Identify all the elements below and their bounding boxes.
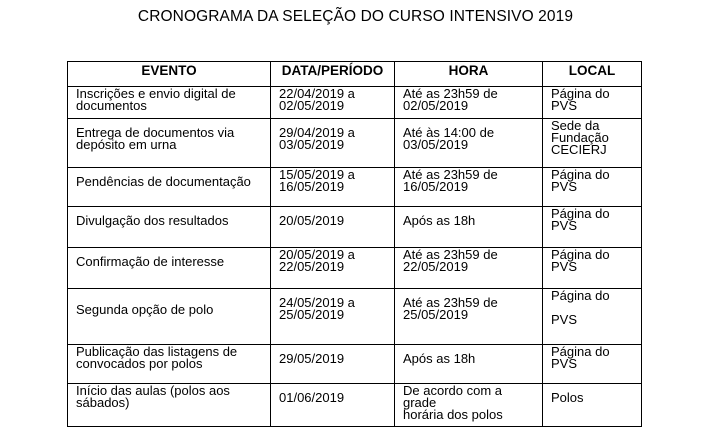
table-row [68,248,642,289]
evento-cell: Divulgação dos resultados [68,207,271,248]
header-local: LOCAL [543,62,642,87]
data-cell: 01/06/2019 [271,384,395,427]
data-cell: 29/04/2019 a 03/05/2019 [271,119,395,168]
evento-cell: Publicação das listagens de convocados por polos [68,345,271,384]
table-row [68,207,642,248]
local-cell: Página do PVS [543,207,642,248]
evento-cell: Inscrições e envio digital de documentos [68,87,271,119]
hora-cell: De acordo com a grade horária dos polos [395,384,543,427]
evento-cell: Pendências de documentação [68,168,271,207]
hora-cell: Até as 23h59 de 25/05/2019 [395,289,543,345]
header-data-periodo: DATA/PERÍODO [271,62,395,87]
data-cell: 20/05/2019 a 22/05/2019 [271,248,395,289]
table-row [68,168,642,207]
schedule-table [67,61,642,427]
header-hora: HORA [395,62,543,87]
local-cell: Sede da Fundação CECIERJ [543,119,642,168]
header-evento: EVENTO [68,62,271,87]
table-row [68,345,642,384]
table-row [68,119,642,168]
table-row [68,384,642,427]
data-cell: 20/05/2019 [271,207,395,248]
local-cell: Página do PVS [543,289,642,345]
local-cell: Polos [543,384,642,427]
hora-cell: Até as 23h59 de 16/05/2019 [395,168,543,207]
hora-cell: Até às 14:00 de 03/05/2019 [395,119,543,168]
evento-cell: Início das aulas (polos aos sábados) [68,384,271,427]
data-cell: 29/05/2019 [271,345,395,384]
local-cell: Página do PVS [543,168,642,207]
data-cell: 22/04/2019 a 02/05/2019 [271,87,395,119]
page-title: CRONOGRAMA DA SELEÇÃO DO CURSO INTENSIVO 2019 [137,8,574,25]
hora-cell: Após as 18h [395,345,543,384]
data-cell: 24/05/2019 a 25/05/2019 [271,289,395,345]
evento-cell: Entrega de documentos via depósito em urna [68,119,271,168]
hora-cell: Até as 23h59 de 22/05/2019 [395,248,543,289]
hora-cell: Após as 18h [395,207,543,248]
evento-cell: Segunda opção de polo [68,289,271,345]
local-cell: Página do PVS [543,345,642,384]
table-row [68,87,642,119]
evento-cell: Confirmação de interesse [68,248,271,289]
table-header-row [68,62,642,87]
data-cell: 15/05/2019 a 16/05/2019 [271,168,395,207]
local-cell: Página do PVS [543,87,642,119]
local-cell: Página do PVS [543,248,642,289]
hora-cell: Até as 23h59 de 02/05/2019 [395,87,543,119]
table-row [68,289,642,345]
